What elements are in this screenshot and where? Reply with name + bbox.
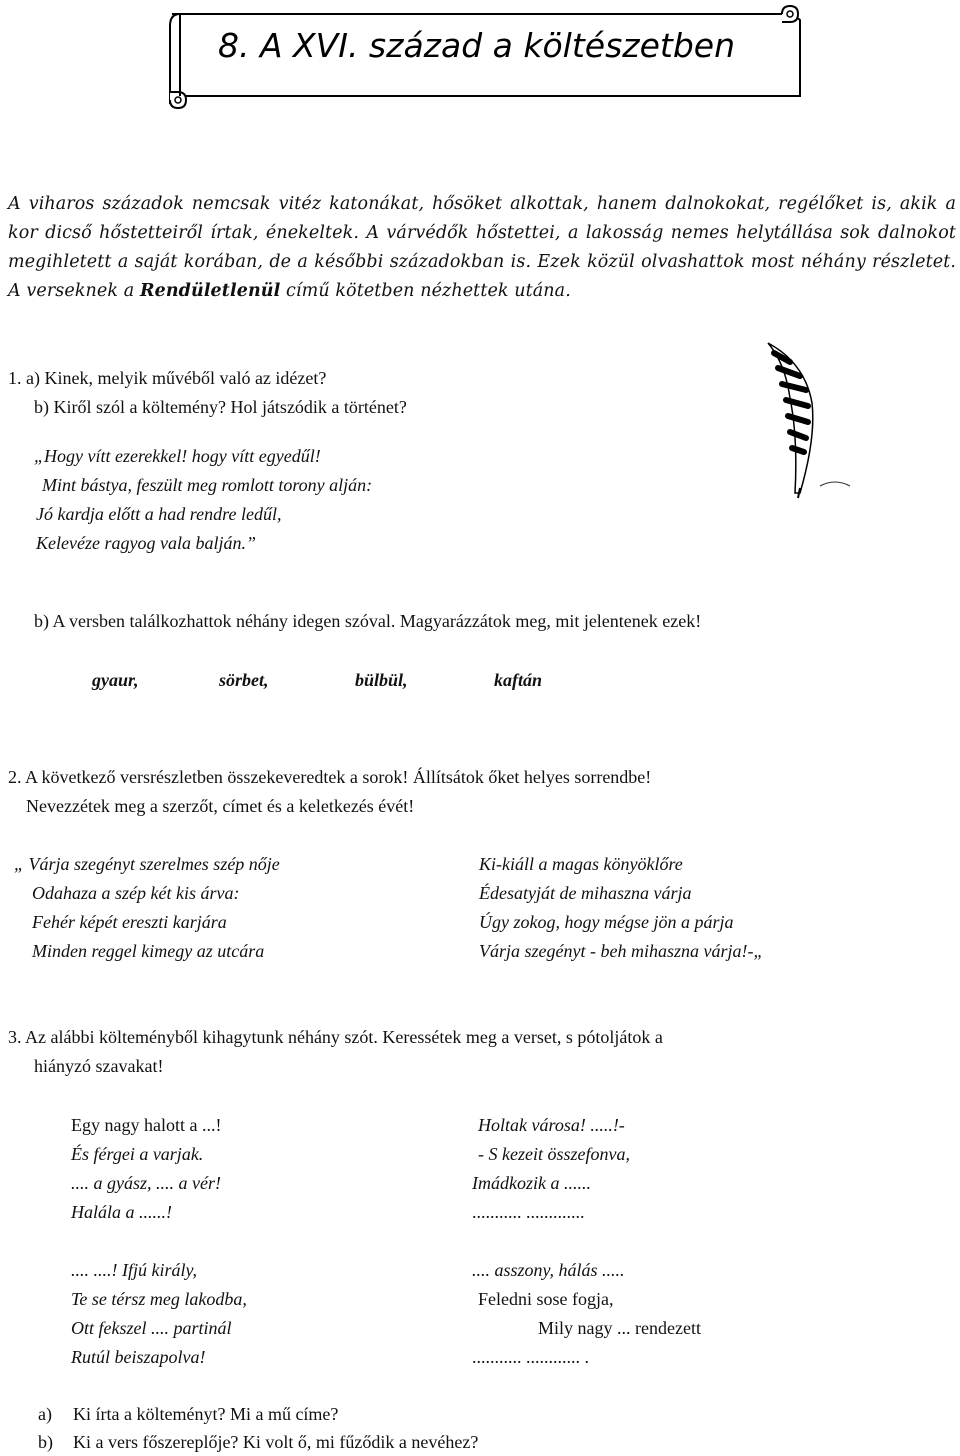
task3-stanza2-right-1: .... asszony, hálás ..... bbox=[472, 1260, 625, 1280]
task2-right-line-4: Várja szegényt - beh mihaszna várja!-„ bbox=[479, 941, 764, 961]
task3-qb-label: b) bbox=[38, 1432, 53, 1452]
task3-stanza1-left-4: Halála a ......! bbox=[71, 1202, 172, 1222]
task2-question-1: 2. A következő versrészletben összekeveredtek a sorok! Állítsátok őket helyes sorrendbe! bbox=[8, 767, 652, 787]
task3-stanza2-left-4: Rutúl beiszapolva! bbox=[71, 1347, 206, 1367]
foreign-word-2: sörbet, bbox=[219, 670, 269, 690]
task2-right-line-1: Ki-kiáll a magas könyöklőre bbox=[479, 854, 683, 874]
task3-qb: Ki a vers főszereplője? Ki volt ő, mi fűződik a nevéhez? bbox=[73, 1432, 479, 1452]
task1-question-a: 1. a) Kinek, melyik művéből való az idézet? bbox=[8, 368, 327, 388]
intro-text-after: című kötetben nézhettek utána. bbox=[286, 281, 571, 301]
task3-stanza2-left-1: .... ....! Ifjú király, bbox=[71, 1260, 197, 1280]
task3-stanza1-right-1: Holtak városa! .....!- bbox=[478, 1115, 625, 1135]
task1-quote-line-3: Jó kardja előtt a had rendre ledűl, bbox=[36, 504, 282, 524]
task3-stanza1-right-4: ........... ............. bbox=[472, 1202, 585, 1222]
task3-stanza1-left-3: .... a gyász, .... a vér! bbox=[71, 1173, 221, 1193]
task2-left-line-1: „ Várja szegényt szerelmes szép nője bbox=[14, 854, 280, 874]
task3-stanza1-right-2: - S kezeit összefonva, bbox=[478, 1144, 630, 1164]
task2-right-line-2: Édesatyját de mihaszna várja bbox=[479, 883, 692, 903]
task2-left-line-4: Minden reggel kimegy az utcára bbox=[32, 941, 265, 961]
intro-text-before: A viharos századok nemcsak vitéz katonákat, hősöket alkottak, hanem dalnokokat, regélőket is, akik a kor dicső hőstetteiről írtak, énekeltek. A várvédők hőstettei, a lakosság nemes helytállása sok dalnokot megihletett a saját korában, de a későbbi századokban is. Ezek közül olvashattok most néhány részletet. A verseknek a bbox=[8, 194, 956, 301]
task3-question-1: 3. Az alábbi költeményből kihagytunk néhány szót. Keressétek meg a verset, s pótoljátok a bbox=[8, 1027, 663, 1047]
feather-icon bbox=[750, 338, 885, 503]
task3-qa: Ki írta a költeményt? Mi a mű címe? bbox=[73, 1404, 339, 1424]
task1-quote-line-4: Kelevéze ragyog vala balján.” bbox=[36, 533, 256, 553]
task3-stanza1-left-2: És férgei a varjak. bbox=[71, 1144, 204, 1164]
task3-question-2: hiányzó szavakat! bbox=[34, 1056, 164, 1076]
task2-right-line-3: Úgy zokog, hogy mégse jön a párja bbox=[479, 912, 734, 932]
foreign-word-3: bülbül, bbox=[355, 670, 408, 690]
foreign-word-1: gyaur, bbox=[92, 670, 139, 690]
task1-question-b2: b) A versben találkozhattok néhány idegen szóval. Magyarázzátok meg, mit jelentenek ezek! bbox=[34, 611, 702, 631]
task3-stanza1-right-3: Imádkozik a ...... bbox=[472, 1173, 591, 1193]
task2-left-line-2: Odahaza a szép két kis árva: bbox=[32, 883, 240, 903]
foreign-word-4: kaftán bbox=[494, 670, 543, 690]
task3-stanza2-left-2: Te se térsz meg lakodba, bbox=[71, 1289, 247, 1309]
intro-book-title: Rendületlenül bbox=[139, 281, 281, 301]
page-title: 8. A XVI. század a költészetben bbox=[218, 26, 735, 65]
task2-left-line-3: Fehér képét ereszti karjára bbox=[32, 912, 227, 932]
task3-stanza2-right-4: ........... ............ . bbox=[472, 1347, 589, 1367]
task3-qa-label: a) bbox=[38, 1404, 52, 1424]
task3-stanza2-left-3: Ott fekszel .... partinál bbox=[71, 1318, 232, 1338]
intro-paragraph bbox=[8, 190, 956, 306]
task1-quote-line-2: Mint bástya, feszült meg romlott torony alján: bbox=[42, 475, 373, 495]
task3-stanza2-right-2: Feledni sose fogja, bbox=[478, 1289, 614, 1309]
task1-question-b: b) Kiről szól a költemény? Hol játszódik a történet? bbox=[34, 397, 407, 417]
task2-question-2: Nevezzétek meg a szerzőt, címet és a keletkezés évét! bbox=[26, 796, 415, 816]
task1-quote-line-1: „Hogy vítt ezerekkel! hogy vítt egyedűl! bbox=[34, 446, 321, 466]
task3-stanza1-left-1: Egy nagy halott a ...! bbox=[71, 1115, 222, 1135]
task3-stanza2-right-3: Mily nagy ... rendezett bbox=[538, 1318, 701, 1338]
